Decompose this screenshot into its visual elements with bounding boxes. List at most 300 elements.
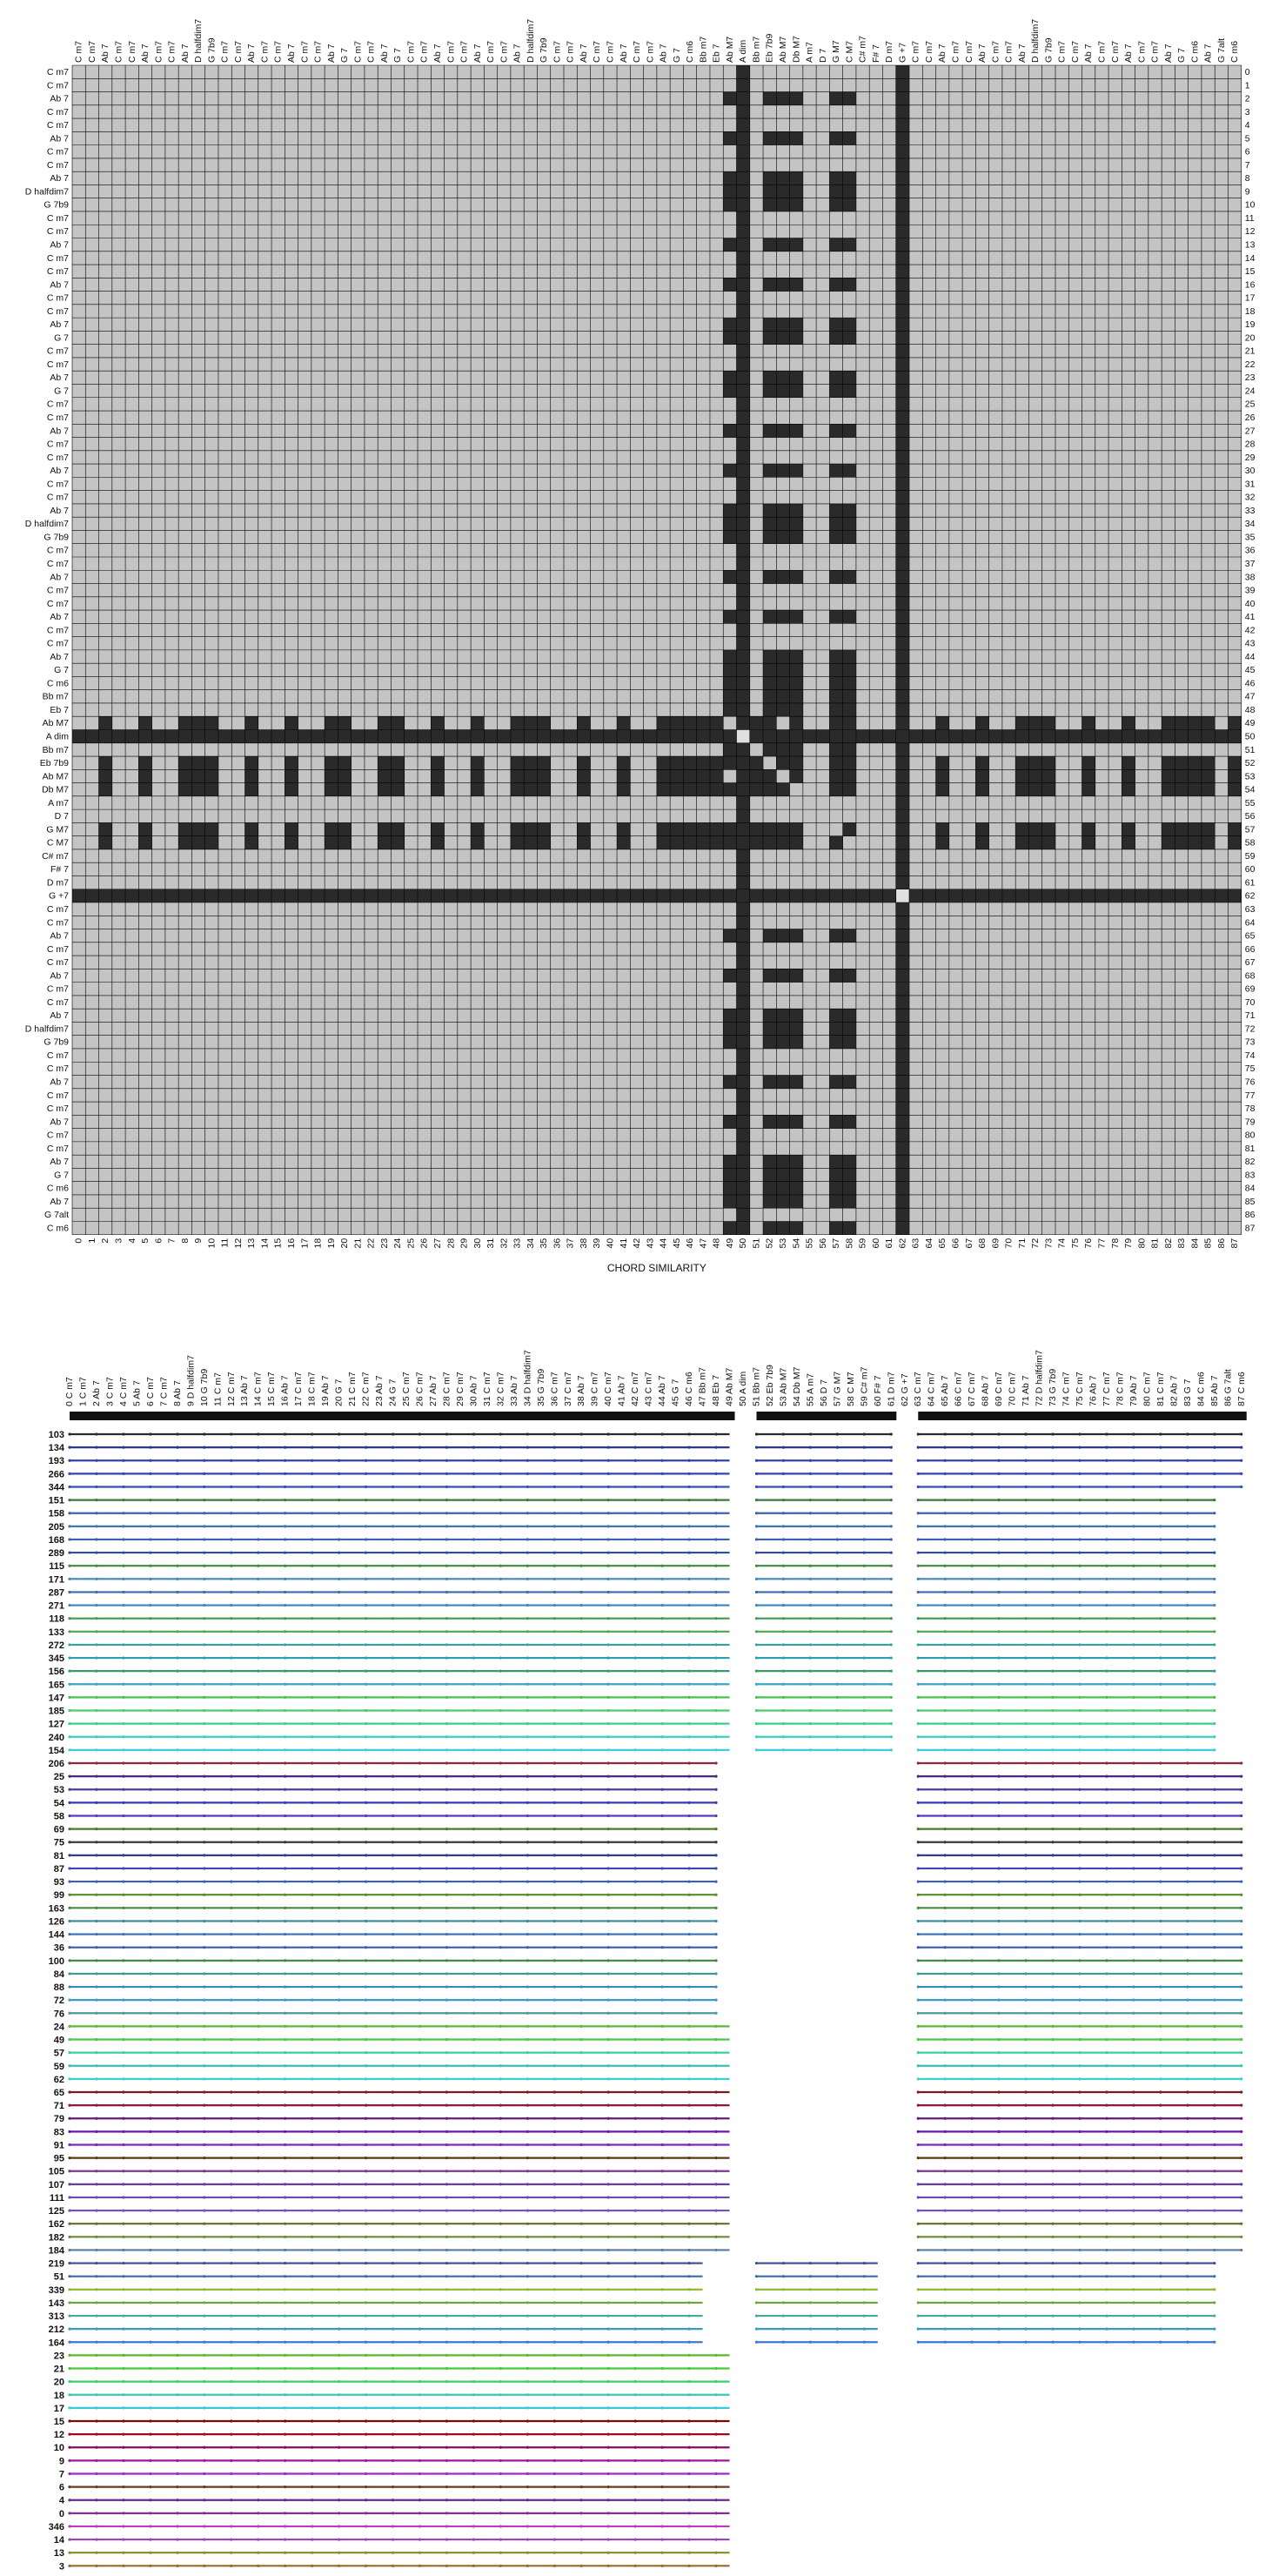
heatmap-cell [710, 822, 723, 835]
arc-node [634, 1459, 637, 1462]
arc-node [149, 2183, 151, 2185]
arc-node [203, 2499, 205, 2501]
arc-row-label: 193 [48, 1456, 64, 1467]
heatmap-cell [843, 517, 856, 530]
heatmap-column-index: 10 [206, 1238, 218, 1249]
arc-node [203, 2314, 205, 2317]
heatmap-row-index: 34 [1244, 519, 1256, 530]
arc-node [419, 2262, 421, 2264]
heatmap-diagonal-cell [431, 424, 444, 437]
heatmap-column-index: 78 [1109, 1238, 1121, 1249]
arc-node [230, 1761, 232, 1764]
arc-node [445, 2419, 448, 2422]
heatmap-row-label: C m7 [46, 120, 69, 131]
arc-row-label: 59 [53, 2061, 64, 2072]
arc-node [1105, 1775, 1108, 1778]
heatmap-cell [989, 730, 1002, 743]
arc-node [917, 2183, 920, 2185]
arc-node [445, 1841, 448, 1843]
heatmap-row-label: C m7 [46, 146, 69, 158]
heatmap-row-label: C m6 [46, 678, 69, 689]
heatmap-column-label: Ab 7 [658, 44, 669, 63]
heatmap-cell [670, 769, 683, 782]
arc-node [661, 1630, 664, 1633]
arc-node [1159, 1670, 1162, 1673]
arc-node [338, 2419, 340, 2422]
arc-node [998, 1551, 1001, 1553]
arc-node [580, 2223, 583, 2225]
arc-node [661, 2196, 664, 2198]
heatmap-cell [1175, 836, 1188, 849]
heatmap-cell [776, 969, 789, 982]
arc-node [257, 1604, 259, 1607]
arc-node [149, 1643, 151, 1646]
heatmap-column-index: 1 [86, 1238, 97, 1244]
arc-node [998, 2301, 1001, 2304]
heatmap-column-label: C m7 [990, 40, 1001, 63]
arc-node [284, 1735, 286, 1738]
arc-node [311, 2446, 313, 2449]
arc-node [419, 2328, 421, 2331]
arc-node [122, 1933, 124, 1935]
heatmap-row-index: 3 [1244, 106, 1250, 117]
arc-node [68, 2090, 70, 2093]
arc-node [998, 1538, 1001, 1540]
arc-node [1051, 1459, 1054, 1462]
arc-node [68, 2341, 70, 2344]
arc-node [1186, 1604, 1189, 1607]
arc-node [1132, 2025, 1135, 2028]
heatmap-cell [1015, 716, 1028, 729]
arc-node [149, 2472, 151, 2475]
arc-node [971, 1748, 974, 1751]
arc-node [95, 1472, 97, 1475]
arc-node [634, 1788, 637, 1791]
arc-node [203, 2380, 205, 2383]
arc-node [95, 2314, 97, 2317]
arc-node [149, 1933, 151, 1935]
arc-node [1105, 1709, 1108, 1712]
arc-node [95, 2525, 97, 2527]
arc-node [863, 1696, 866, 1699]
heatmap-cell [737, 1102, 750, 1115]
heatmap-column-label: C m7 [1069, 40, 1081, 63]
arc-node [863, 2275, 866, 2277]
arc-node [1186, 2301, 1189, 2304]
arc-row-label: 133 [48, 1627, 64, 1638]
arc-node [971, 1656, 974, 1659]
arc-node [634, 2538, 637, 2540]
arc-node [971, 1920, 974, 1922]
heatmap-row-label: Ab 7 [50, 133, 69, 144]
arc-node [203, 2223, 205, 2225]
arc-node [1132, 1538, 1135, 1540]
arc-node [971, 1512, 974, 1514]
arc-node [714, 2525, 717, 2527]
arc-node [499, 1815, 502, 1817]
arc-node [338, 2512, 340, 2514]
arc-node [122, 2552, 124, 2554]
arc-row-label: 0 [58, 2508, 64, 2519]
arc-node [553, 2183, 556, 2185]
heatmap-diagonal-cell [922, 916, 935, 929]
heatmap-cell [670, 756, 683, 769]
heatmap-cell [657, 756, 670, 769]
arc-node [419, 2485, 421, 2488]
arc-node [95, 2393, 97, 2396]
arc-node [203, 1946, 205, 1949]
arc-node [526, 1578, 529, 1580]
arc-node [755, 1670, 758, 1673]
arc-node [714, 2249, 717, 2251]
arc-node [580, 2485, 583, 2488]
arc-node [176, 1565, 178, 1567]
arc-node [122, 1578, 124, 1580]
arc-node [944, 1617, 947, 1620]
arc-node [1078, 1670, 1081, 1673]
heatmap-cell [737, 769, 750, 782]
arc-node [338, 1525, 340, 1527]
arc-node [1078, 1959, 1081, 1962]
arc-node [365, 2223, 367, 2225]
arc-node [472, 2328, 475, 2331]
heatmap-cell [896, 358, 909, 371]
arc-node [607, 2354, 610, 2357]
arc-node [419, 2433, 421, 2436]
heatmap-column-label: C# m7 [857, 36, 868, 63]
arc-node [553, 2328, 556, 2331]
arc-node [1132, 1761, 1135, 1764]
heatmap-cell [763, 783, 776, 796]
arc-node [580, 2459, 583, 2462]
arc-node [95, 2117, 97, 2120]
heatmap-cell [99, 822, 112, 835]
arc-node [230, 1880, 232, 1882]
arc-node [365, 1591, 367, 1593]
arc-node [149, 2038, 151, 2041]
heatmap-cell [790, 1036, 803, 1049]
heatmap-cell [737, 265, 750, 278]
arc-node [1105, 1656, 1108, 1659]
arc-row-label: 346 [48, 2521, 64, 2532]
heatmap-cell [776, 278, 789, 291]
arc-node [1024, 2051, 1027, 2054]
heatmap-row-label: C m7 [46, 1104, 69, 1115]
arc-node [149, 1578, 151, 1580]
arc-node [149, 2275, 151, 2277]
heatmap-cell [723, 1182, 736, 1195]
arc-node [944, 2051, 947, 2054]
heatmap-cell [657, 822, 670, 835]
arc-node [998, 1525, 1001, 1527]
arc-node [607, 1709, 610, 1712]
arc-node [998, 1499, 1001, 1501]
arc-node [944, 2064, 947, 2067]
arc-node [1078, 2064, 1081, 2067]
arc-node [634, 2512, 637, 2514]
arc-node [809, 2262, 812, 2264]
arc-node [68, 1894, 70, 1896]
heatmap-column-label: C m7 [445, 40, 457, 63]
arc-node [580, 2104, 583, 2107]
arc-node [284, 2472, 286, 2475]
heatmap-cell [896, 145, 909, 158]
arc-node [284, 1643, 286, 1646]
arc-node [230, 1841, 232, 1843]
arc-node [526, 2512, 529, 2514]
arc-node [445, 2130, 448, 2133]
arc-node [149, 1735, 151, 1738]
arc-node [634, 1841, 637, 1843]
arc-node [311, 2064, 313, 2067]
arc-node [687, 2223, 690, 2225]
arc-node [526, 2130, 529, 2133]
arc-node [95, 2328, 97, 2331]
arc-node [176, 2223, 178, 2225]
arc-node [782, 1446, 785, 1449]
arc-node [634, 1972, 637, 1975]
heatmap-row-index: 84 [1244, 1183, 1256, 1194]
heatmap-column-label: C m7 [113, 40, 124, 63]
arc-node [863, 1683, 866, 1686]
arc-node [553, 1538, 556, 1540]
arc-node [311, 2419, 313, 2422]
arc-node [580, 1486, 583, 1488]
arc-node [122, 2538, 124, 2540]
arc-node [526, 1591, 529, 1593]
arc-node [122, 2077, 124, 2080]
heatmap-cell [710, 756, 723, 769]
arc-node [149, 1446, 151, 1449]
arc-node [257, 1959, 259, 1962]
arc-node [607, 2209, 610, 2211]
arc-node [149, 1722, 151, 1725]
arc-node [998, 1512, 1001, 1514]
arc-node [944, 1959, 947, 1962]
heatmap-cell [843, 1036, 856, 1049]
arc-node [1186, 2143, 1189, 2146]
heatmap-column-label: C m7 [963, 40, 974, 63]
heatmap-cell [843, 278, 856, 291]
arc-node [661, 1578, 664, 1580]
heatmap-cell [245, 836, 258, 849]
arc-node [1024, 1486, 1027, 1488]
arc-column-label: 37 C m7 [562, 1372, 573, 1406]
arc-node [526, 1683, 529, 1686]
arc-node [472, 2064, 475, 2067]
arc-node [998, 2143, 1001, 2146]
heatmap-row-index: 82 [1244, 1157, 1256, 1168]
heatmap-cell [205, 769, 218, 782]
arc-node [687, 2143, 690, 2146]
heatmap-row-index: 53 [1244, 771, 1256, 782]
arc-node [553, 1867, 556, 1869]
arc-node [284, 2301, 286, 2304]
arc-node [445, 1499, 448, 1501]
arc-node [971, 1854, 974, 1856]
arc-node [149, 2209, 151, 2211]
arc-node [1186, 2117, 1189, 2120]
arc-node [392, 1748, 394, 1751]
arc-node [284, 1617, 286, 1620]
arc-node [257, 2183, 259, 2185]
arc-node [284, 2012, 286, 2015]
arc-node [607, 2367, 610, 2370]
arc-node [1051, 2077, 1054, 2080]
arc-node [607, 1525, 610, 1527]
arc-node [149, 2367, 151, 2370]
arc-column-label: 67 C m7 [967, 1372, 978, 1406]
heatmap-cell [205, 889, 218, 902]
arc-node [257, 2301, 259, 2304]
arc-node [1132, 2038, 1135, 2041]
arc-node [634, 1565, 637, 1567]
arc-node [95, 1565, 97, 1567]
arc-node [338, 1486, 340, 1488]
arc-row-label: 99 [53, 1890, 64, 1902]
arc-node [714, 2565, 717, 2567]
arc-node [122, 2090, 124, 2093]
arc-node [526, 2051, 529, 2054]
heatmap-row-label: C m7 [46, 558, 69, 569]
heatmap-cell [737, 875, 750, 889]
heatmap-cell [896, 996, 909, 1009]
heatmap-cell [843, 650, 856, 663]
arc-column-label: 77 C m7 [1101, 1372, 1112, 1406]
heatmap-row-label: C m7 [46, 266, 69, 278]
arc-node [311, 1775, 313, 1778]
arc-node [917, 2262, 920, 2264]
arc-node [230, 2499, 232, 2501]
arc-node [203, 1578, 205, 1580]
arc-node [607, 1604, 610, 1607]
arc-column-label: 25 C m7 [401, 1372, 412, 1406]
arc-node [257, 1486, 259, 1488]
arc-node [714, 1920, 717, 1922]
arc-node [836, 1722, 839, 1725]
arc-node [122, 1656, 124, 1659]
heatmap-cell [99, 836, 112, 849]
arc-column-label: 62 G +7 [899, 1373, 910, 1406]
heatmap-cell [710, 783, 723, 796]
arc-node [122, 1722, 124, 1725]
arc-node [203, 1486, 205, 1488]
arc-node [365, 1670, 367, 1673]
arc-node [95, 2236, 97, 2238]
heatmap-row-label: A m7 [48, 797, 69, 808]
arc-node [122, 2446, 124, 2449]
heatmap-cell [325, 783, 338, 796]
heatmap-cell [551, 730, 564, 743]
arc-node [392, 1617, 394, 1620]
arc-node [580, 1499, 583, 1501]
heatmap-cell [829, 690, 842, 703]
arc-node [634, 2301, 637, 2304]
arc-node [998, 1643, 1001, 1646]
heatmap-cell [776, 504, 789, 517]
arc-node [580, 1656, 583, 1659]
arc-node [944, 1551, 947, 1553]
heatmap-row-index: 2 [1244, 93, 1250, 104]
heatmap-column-label: G 7b9 [539, 37, 550, 63]
arc-node [1024, 2143, 1027, 2146]
arc-node [998, 1604, 1001, 1607]
arc-column-label: 20 G 7 [333, 1379, 345, 1406]
arc-node [526, 2143, 529, 2146]
arc-node [149, 1788, 151, 1791]
arc-node [687, 1788, 690, 1791]
heatmap-row-index: 78 [1244, 1104, 1256, 1115]
heatmap-cell [949, 889, 962, 902]
arc-node [122, 2117, 124, 2120]
heatmap-cell [896, 252, 909, 265]
arc-node [1105, 1459, 1108, 1462]
arc-node [1186, 1920, 1189, 1922]
heatmap-cell [737, 398, 750, 411]
arc-column-label: 48 Eb 7 [711, 1374, 722, 1406]
arc-node [1051, 1512, 1054, 1514]
arc-column-label: 51 Bb m7 [751, 1367, 762, 1406]
arc-node [1159, 1972, 1162, 1975]
arc-row-label: 103 [48, 1430, 64, 1440]
arc-node [809, 1696, 812, 1699]
arc-node [607, 2419, 610, 2422]
arc-node [580, 2051, 583, 2054]
arc-node [1159, 2328, 1162, 2331]
arc-node [311, 1578, 313, 1580]
arc-node [445, 2499, 448, 2501]
arc-node [1132, 1880, 1135, 1882]
arc-node [338, 1643, 340, 1646]
arc-node [553, 1630, 556, 1633]
arc-node [122, 2525, 124, 2527]
arc-node [1159, 2262, 1162, 2264]
arc-node [1078, 1551, 1081, 1553]
arc-node [499, 1565, 502, 1567]
arc-node [580, 2117, 583, 2120]
arc-node [944, 1565, 947, 1567]
heatmap-cell [843, 1009, 856, 1022]
heatmap-cell [737, 424, 750, 437]
arc-node [836, 1472, 839, 1475]
arc-node [122, 2223, 124, 2225]
arc-node [203, 2025, 205, 2028]
arc-node [607, 2183, 610, 2185]
arc-node [971, 1565, 974, 1567]
heatmap-diagonal-cell [112, 105, 125, 118]
arc-node [580, 1432, 583, 1435]
arc-node [68, 1432, 70, 1435]
arc-node [526, 1696, 529, 1699]
arc-node [944, 1761, 947, 1764]
arc-node [284, 2090, 286, 2093]
arc-node [998, 1999, 1001, 2002]
heatmap-row-index: 15 [1244, 266, 1256, 278]
heatmap-cell [737, 584, 750, 597]
arc-node [176, 2262, 178, 2264]
arc-node [607, 1578, 610, 1580]
arc-node [1186, 1617, 1189, 1620]
arc-node [1186, 1696, 1189, 1699]
heatmap-cell [763, 822, 776, 835]
arc-node [917, 2209, 920, 2211]
arc-node [687, 1696, 690, 1699]
arc-node [971, 2262, 974, 2264]
arc-node [661, 1933, 664, 1935]
arc-node [687, 1578, 690, 1580]
arc-node [863, 1486, 866, 1488]
arc-node [338, 1854, 340, 1856]
